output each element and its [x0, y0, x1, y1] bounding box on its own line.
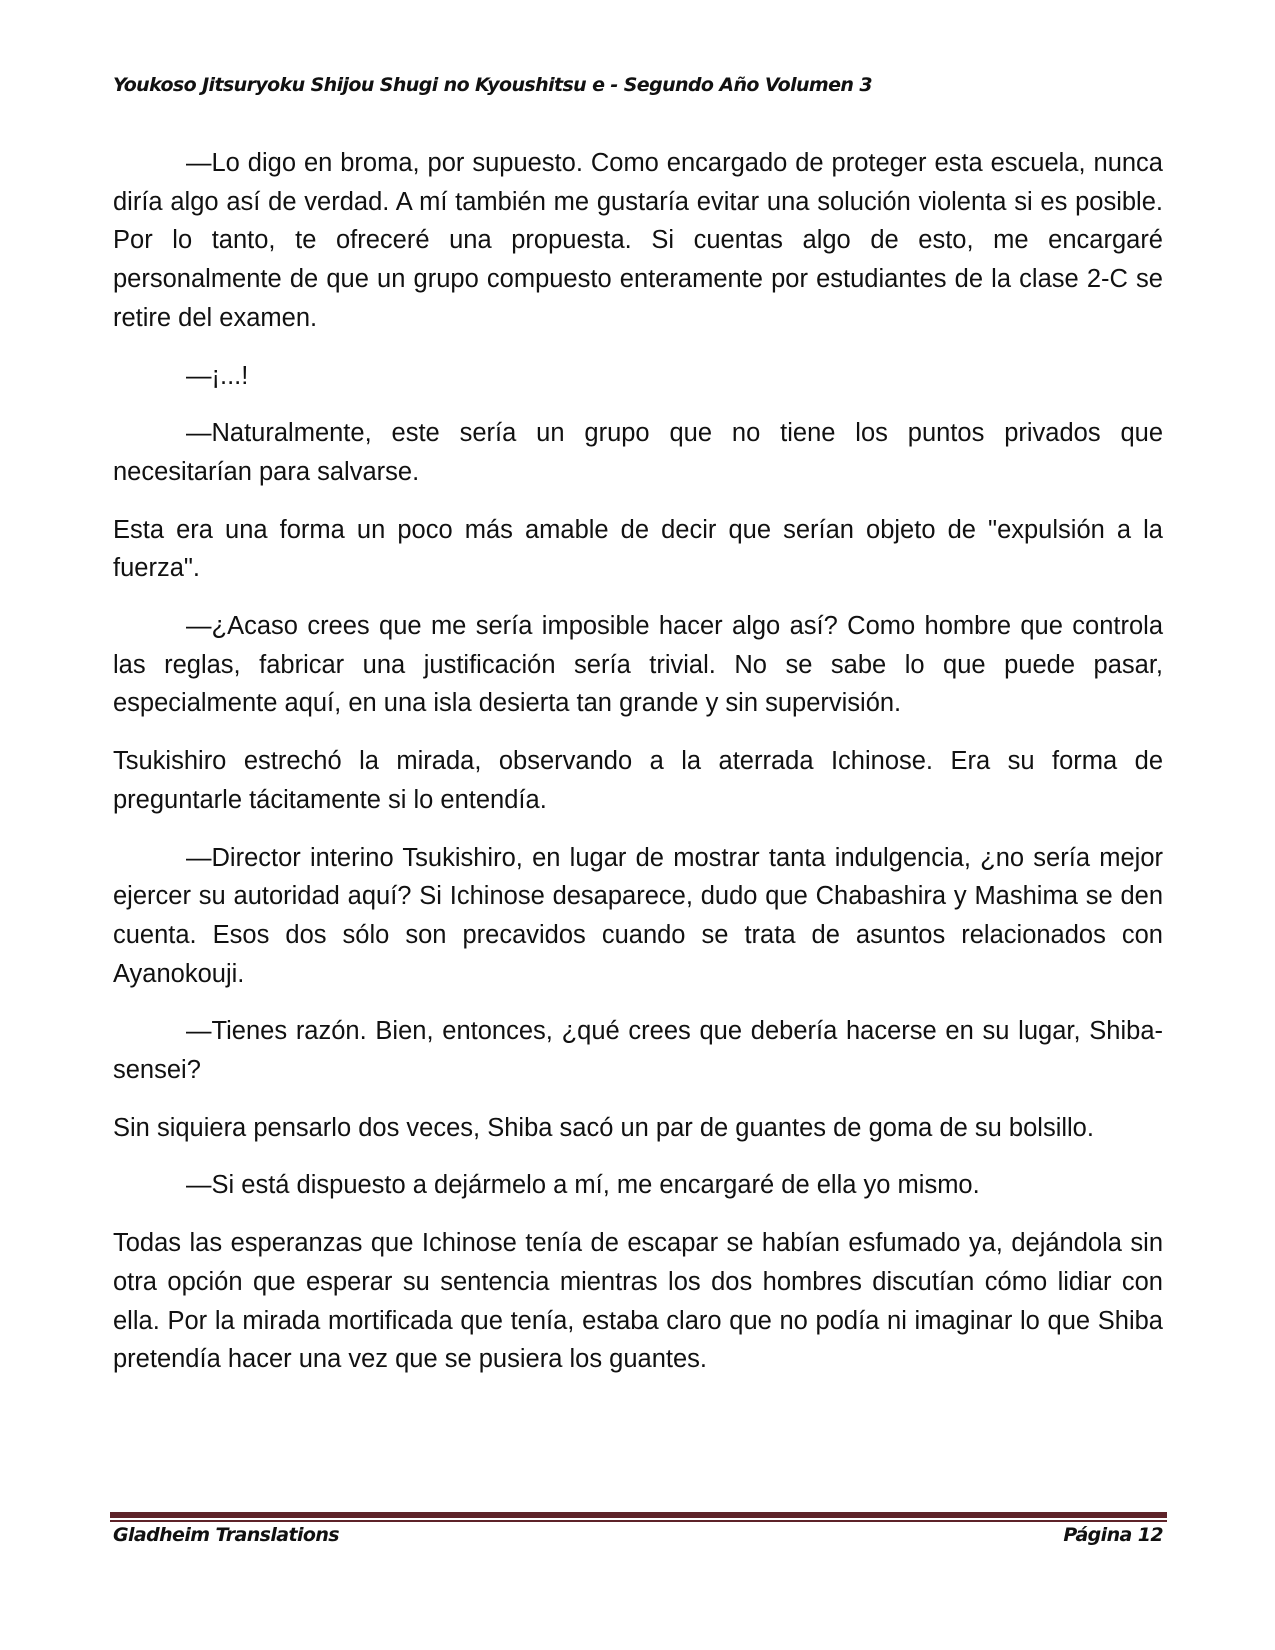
paragraph: —Naturalmente, este sería un grupo que no tiene los puntos privados que necesitarían para salvarse. — [113, 419, 1163, 486]
paragraph: —Si está dispuesto a dejármelo a mí, me encargaré de ella yo mismo. — [186, 1171, 980, 1200]
page-body — [113, 144, 1163, 1398]
paragraph: —Lo digo en broma, por supuesto. Como encargado de proteger esta escuela, nunca diría algo así de verdad. A mí también me gustaría evitar una solución violenta si es posible. Por lo tanto, te ofreceré una propuesta. Si cuentas algo de esto, me encargaré personalmente de que un grupo compuesto enteramente por estudiantes de la clase 2-C se retire del examen. — [113, 149, 1163, 332]
footer-rule-thin — [110, 1520, 1167, 1522]
paragraph: —¡...! — [186, 361, 249, 390]
paragraph: Esta era una forma un poco más amable de decir que serían objeto de "expulsión a la fuerza". — [113, 515, 1163, 583]
footer-rule — [110, 1512, 1167, 1518]
running-footer — [113, 1524, 1163, 1546]
page-number: Página 12 — [1063, 1524, 1163, 1546]
running-header: Youkoso Jitsuryoku Shijou Shugi no Kyoushitsu e - Segundo Año Volumen 3 — [113, 74, 872, 96]
paragraph: —¿Acaso crees que me sería imposible hacer algo así? Como hombre que controla las reglas, fabricar una justificación sería trivial. No se sabe lo que puede pasar, especialmente aquí, en una isla desierta tan grande y sin supervisión. — [113, 612, 1163, 718]
paragraph: —Tienes razón. Bien, entonces, ¿qué crees que debería hacerse en su lugar, Shiba-sensei? — [113, 1017, 1163, 1085]
paragraph: Tsukishiro estrechó la mirada, observando a la aterrada Ichinose. Era su forma de preguntarle tácitamente si lo entendía. — [113, 747, 1163, 814]
paragraph: Todas las esperanzas que Ichinose tenía de escapar se habían esfumado ya, dejándola sin otra opción que esperar su sentencia mientras los dos hombres discutían cómo lidiar con ella. Por la mirada mortificada que tenía, estaba claro que no podía ni imaginar lo que Shiba pretendía hacer una vez que se pusiera los guantes. — [113, 1229, 1163, 1374]
paragraph: Sin siquiera pensarlo dos veces, Shiba sacó un par de guantes de goma de su bolsillo. — [113, 1113, 1094, 1142]
footer-publisher: Gladheim Translations — [113, 1524, 339, 1546]
paragraph: —Director interino Tsukishiro, en lugar de mostrar tanta indulgencia, ¿no sería mejor ejercer su autoridad aquí? Si Ichinose desaparece, dudo que Chabashira y Mashima se den cuenta. Esos dos sólo son precavidos cuando se trata de asuntos relacionados con Ayanokouji. — [113, 843, 1163, 988]
